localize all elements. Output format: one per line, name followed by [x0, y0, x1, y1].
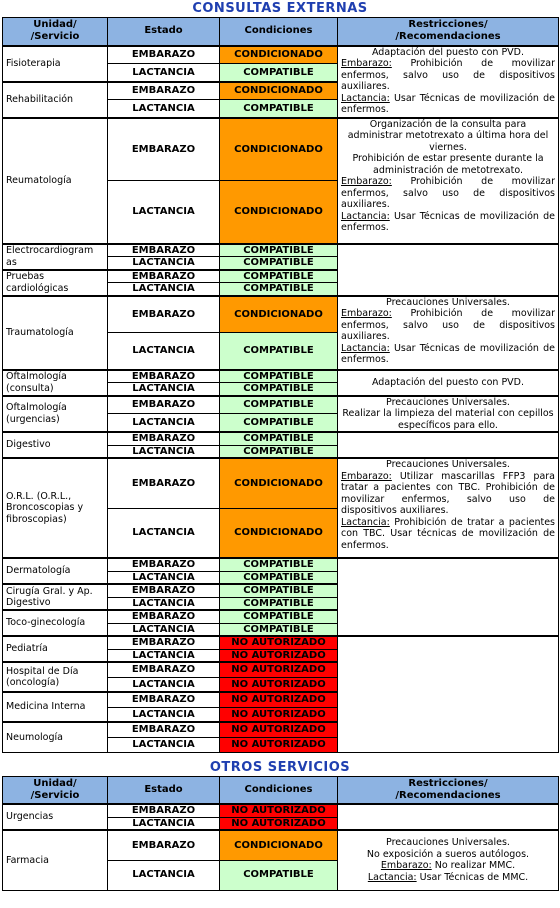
cond-compatible: COMPATIBLE — [220, 383, 338, 396]
cond-compatible: COMPATIBLE — [220, 584, 338, 597]
cond-condicionado: CONDICIONADO — [220, 46, 338, 64]
header-unidad: Unidad/ /Servicio — [3, 18, 108, 46]
estado-embarazo: EMBARAZO — [108, 558, 220, 571]
restr-empty — [338, 558, 559, 636]
unit-farmacia: Farmacia — [3, 830, 108, 890]
restr-oftalmologia-urgencias: Precauciones Universales. Realizar la limpieza del material con cepillos específicos para ello. — [338, 396, 559, 433]
estado-lactancia: LACTANCIA — [108, 445, 220, 458]
unit-cirugia: Cirugía Gral. y Ap. Digestivo — [3, 584, 108, 610]
header-condiciones: Condiciones — [220, 776, 338, 804]
estado-embarazo: EMBARAZO — [108, 692, 220, 707]
header-condiciones: Condiciones — [220, 18, 338, 46]
cond-compatible: COMPATIBLE — [220, 610, 338, 623]
unit-rehabilitacion: Rehabilitación — [3, 82, 108, 118]
header-row — [3, 18, 559, 46]
cond-no-autorizado: NO AUTORIZADO — [220, 707, 338, 722]
estado-embarazo: EMBARAZO — [108, 458, 220, 508]
cond-no-autorizado: NO AUTORIZADO — [220, 737, 338, 752]
table-row — [3, 46, 559, 64]
cond-no-autorizado: NO AUTORIZADO — [220, 722, 338, 737]
restr-empty — [338, 636, 559, 752]
cond-no-autorizado: NO AUTORIZADO — [220, 817, 338, 830]
cond-condicionado: CONDICIONADO — [220, 296, 338, 333]
unit-neumologia: Neumología — [3, 722, 108, 752]
estado-lactancia: LACTANCIA — [108, 817, 220, 830]
restr-orl: Precauciones Universales. Embarazo: Utilizar mascarillas FFP3 para tratar a pacientes con TBC. Prohibición de movilizar enfermos, salvo uso de dispositivos auxiliares. Lactancia: Prohibición de tratar a pacientes con TBC. Usar técnicas de movilización de enfermos. — [338, 458, 559, 558]
unit-dermatologia: Dermatología — [3, 558, 108, 584]
cond-no-autorizado: NO AUTORIZADO — [220, 649, 338, 662]
cond-compatible: COMPATIBLE — [220, 333, 338, 370]
cond-compatible: COMPATIBLE — [220, 100, 338, 118]
estado-lactancia: LACTANCIA — [108, 283, 220, 296]
table-row — [3, 118, 559, 181]
cond-compatible: COMPATIBLE — [220, 597, 338, 610]
estado-lactancia: LACTANCIA — [108, 677, 220, 692]
cond-compatible: COMPATIBLE — [220, 860, 338, 890]
cond-compatible: COMPATIBLE — [220, 64, 338, 82]
header-restricciones: Restricciones/ /Recomendaciones — [338, 18, 559, 46]
table-row — [3, 296, 559, 333]
cond-compatible: COMPATIBLE — [220, 414, 338, 432]
estado-embarazo: EMBARAZO — [108, 636, 220, 649]
restr-empty — [338, 432, 559, 458]
estado-lactancia: LACTANCIA — [108, 383, 220, 396]
table-row — [3, 244, 559, 257]
table-row — [3, 432, 559, 445]
estado-embarazo: EMBARAZO — [108, 296, 220, 333]
header-restricciones: Restricciones/ /Recomendaciones — [338, 776, 559, 804]
header-estado: Estado — [108, 18, 220, 46]
estado-lactancia: LACTANCIA — [108, 333, 220, 370]
restr-empty — [338, 804, 559, 830]
cond-compatible: COMPATIBLE — [220, 432, 338, 445]
estado-embarazo: EMBARAZO — [108, 118, 220, 181]
unit-urgencias: Urgencias — [3, 804, 108, 830]
estado-lactancia: LACTANCIA — [108, 257, 220, 270]
cond-condicionado: CONDICIONADO — [220, 458, 338, 508]
unit-reumatologia: Reumatología — [3, 118, 108, 244]
estado-embarazo: EMBARAZO — [108, 396, 220, 414]
estado-lactancia: LACTANCIA — [108, 181, 220, 244]
estado-embarazo: EMBARAZO — [108, 804, 220, 817]
cond-compatible: COMPATIBLE — [220, 558, 338, 571]
unit-pediatria: Pediatría — [3, 636, 108, 662]
unit-traumatologia: Traumatología — [3, 296, 108, 370]
unit-digestivo: Digestivo — [3, 432, 108, 458]
table-row — [3, 396, 559, 414]
cond-compatible: COMPATIBLE — [220, 283, 338, 296]
cond-compatible: COMPATIBLE — [220, 244, 338, 257]
table-row — [3, 558, 559, 571]
unit-pruebas-cardiologicas: Pruebas cardiológicas — [3, 270, 108, 296]
table-row — [3, 370, 559, 383]
estado-lactancia: LACTANCIA — [108, 860, 220, 890]
restr-reumatologia: Organización de la consulta para administrar metotrexato a última hora del viernes. Prohibición de estar presente durante la administración de metotrexato. Embarazo: Prohibición de movilizar enfermos, salvo uso de dispositivos auxiliares. Lactancia: Usar Técnicas de movilización de enfermos. — [338, 118, 559, 244]
cond-compatible: COMPATIBLE — [220, 571, 338, 584]
unit-orl: O.R.L. (O.R.L., Broncoscopias y fibroscopias) — [3, 458, 108, 558]
unit-medicina-interna: Medicina Interna — [3, 692, 108, 722]
cond-no-autorizado: NO AUTORIZADO — [220, 677, 338, 692]
estado-embarazo: EMBARAZO — [108, 270, 220, 283]
estado-embarazo: EMBARAZO — [108, 610, 220, 623]
estado-lactancia: LACTANCIA — [108, 64, 220, 82]
cond-condicionado: CONDICIONADO — [220, 181, 338, 244]
otros-servicios-title: OTROS SERVICIOS — [209, 759, 351, 775]
estado-lactancia: LACTANCIA — [108, 737, 220, 752]
cond-compatible: COMPATIBLE — [220, 370, 338, 383]
estado-lactancia: LACTANCIA — [108, 623, 220, 636]
header-unidad: Unidad/ /Servicio — [3, 776, 108, 804]
consultas-externas-table — [2, 17, 559, 753]
table-row — [3, 636, 559, 649]
estado-lactancia: LACTANCIA — [108, 597, 220, 610]
restr-farmacia: Precauciones Universales. No exposición a sueros autólogos. Embarazo: No realizar MMC. Lactancia: Usar Técnicas de MMC. — [338, 830, 559, 890]
cond-compatible: COMPATIBLE — [220, 270, 338, 283]
estado-embarazo: EMBARAZO — [108, 244, 220, 257]
restr-empty — [338, 244, 559, 296]
restr-traumatologia: Precauciones Universales. Embarazo: Prohibición de movilizar enfermos, salvo uso de dispositivos auxiliares. Lactancia: Usar Técnicas de movilización de enfermos. — [338, 296, 559, 370]
restr-oftalmologia-consulta: Adaptación del puesto con PVD. — [338, 370, 559, 396]
unit-fisioterapia: Fisioterapia — [3, 46, 108, 82]
cond-compatible: COMPATIBLE — [220, 445, 338, 458]
header-row — [3, 776, 559, 804]
estado-embarazo: EMBARAZO — [108, 584, 220, 597]
cond-compatible: COMPATIBLE — [220, 396, 338, 414]
estado-lactancia: LACTANCIA — [108, 571, 220, 584]
estado-lactancia: LACTANCIA — [108, 649, 220, 662]
otros-servicios-table — [2, 776, 559, 891]
unit-hospital-de-dia: Hospital de Día (oncología) — [3, 662, 108, 692]
cond-condicionado: CONDICIONADO — [220, 82, 338, 100]
table-row — [3, 804, 559, 817]
estado-embarazo: EMBARAZO — [108, 370, 220, 383]
cond-no-autorizado: NO AUTORIZADO — [220, 692, 338, 707]
estado-embarazo: EMBARAZO — [108, 662, 220, 677]
unit-oftalmologia-consulta: Oftalmología (consulta) — [3, 370, 108, 396]
estado-lactancia: LACTANCIA — [108, 414, 220, 432]
cond-no-autorizado: NO AUTORIZADO — [220, 804, 338, 817]
estado-lactancia: LACTANCIA — [108, 508, 220, 558]
restr-fisio-rehab: Adaptación del puesto con PVD. Embarazo: Prohibición de movilizar enfermos, salvo uso de dispositivos auxiliares. Lactancia: Usar Técnicas de movilización de enfermos. — [338, 46, 559, 118]
estado-embarazo: EMBARAZO — [108, 82, 220, 100]
header-estado: Estado — [108, 776, 220, 804]
table-row — [3, 830, 559, 860]
estado-embarazo: EMBARAZO — [108, 722, 220, 737]
estado-embarazo: EMBARAZO — [108, 46, 220, 64]
cond-compatible: COMPATIBLE — [220, 257, 338, 270]
estado-lactancia: LACTANCIA — [108, 707, 220, 722]
cond-no-autorizado: NO AUTORIZADO — [220, 636, 338, 649]
estado-lactancia: LACTANCIA — [108, 100, 220, 118]
cond-condicionado: CONDICIONADO — [220, 508, 338, 558]
table-row — [3, 458, 559, 508]
cond-compatible: COMPATIBLE — [220, 623, 338, 636]
unit-toco-ginecologia: Toco-ginecología — [3, 610, 108, 636]
unit-oftalmologia-urgencias: Oftalmología (urgencias) — [3, 396, 108, 433]
estado-embarazo: EMBARAZO — [108, 432, 220, 445]
consultas-externas-title: CONSULTAS EXTERNAS — [192, 1, 368, 16]
estado-embarazo: EMBARAZO — [108, 830, 220, 860]
cond-no-autorizado: NO AUTORIZADO — [220, 662, 338, 677]
cond-condicionado: CONDICIONADO — [220, 118, 338, 181]
cond-condicionado: CONDICIONADO — [220, 830, 338, 860]
unit-electrocardiogramas: Electrocardiogram as — [3, 244, 108, 270]
